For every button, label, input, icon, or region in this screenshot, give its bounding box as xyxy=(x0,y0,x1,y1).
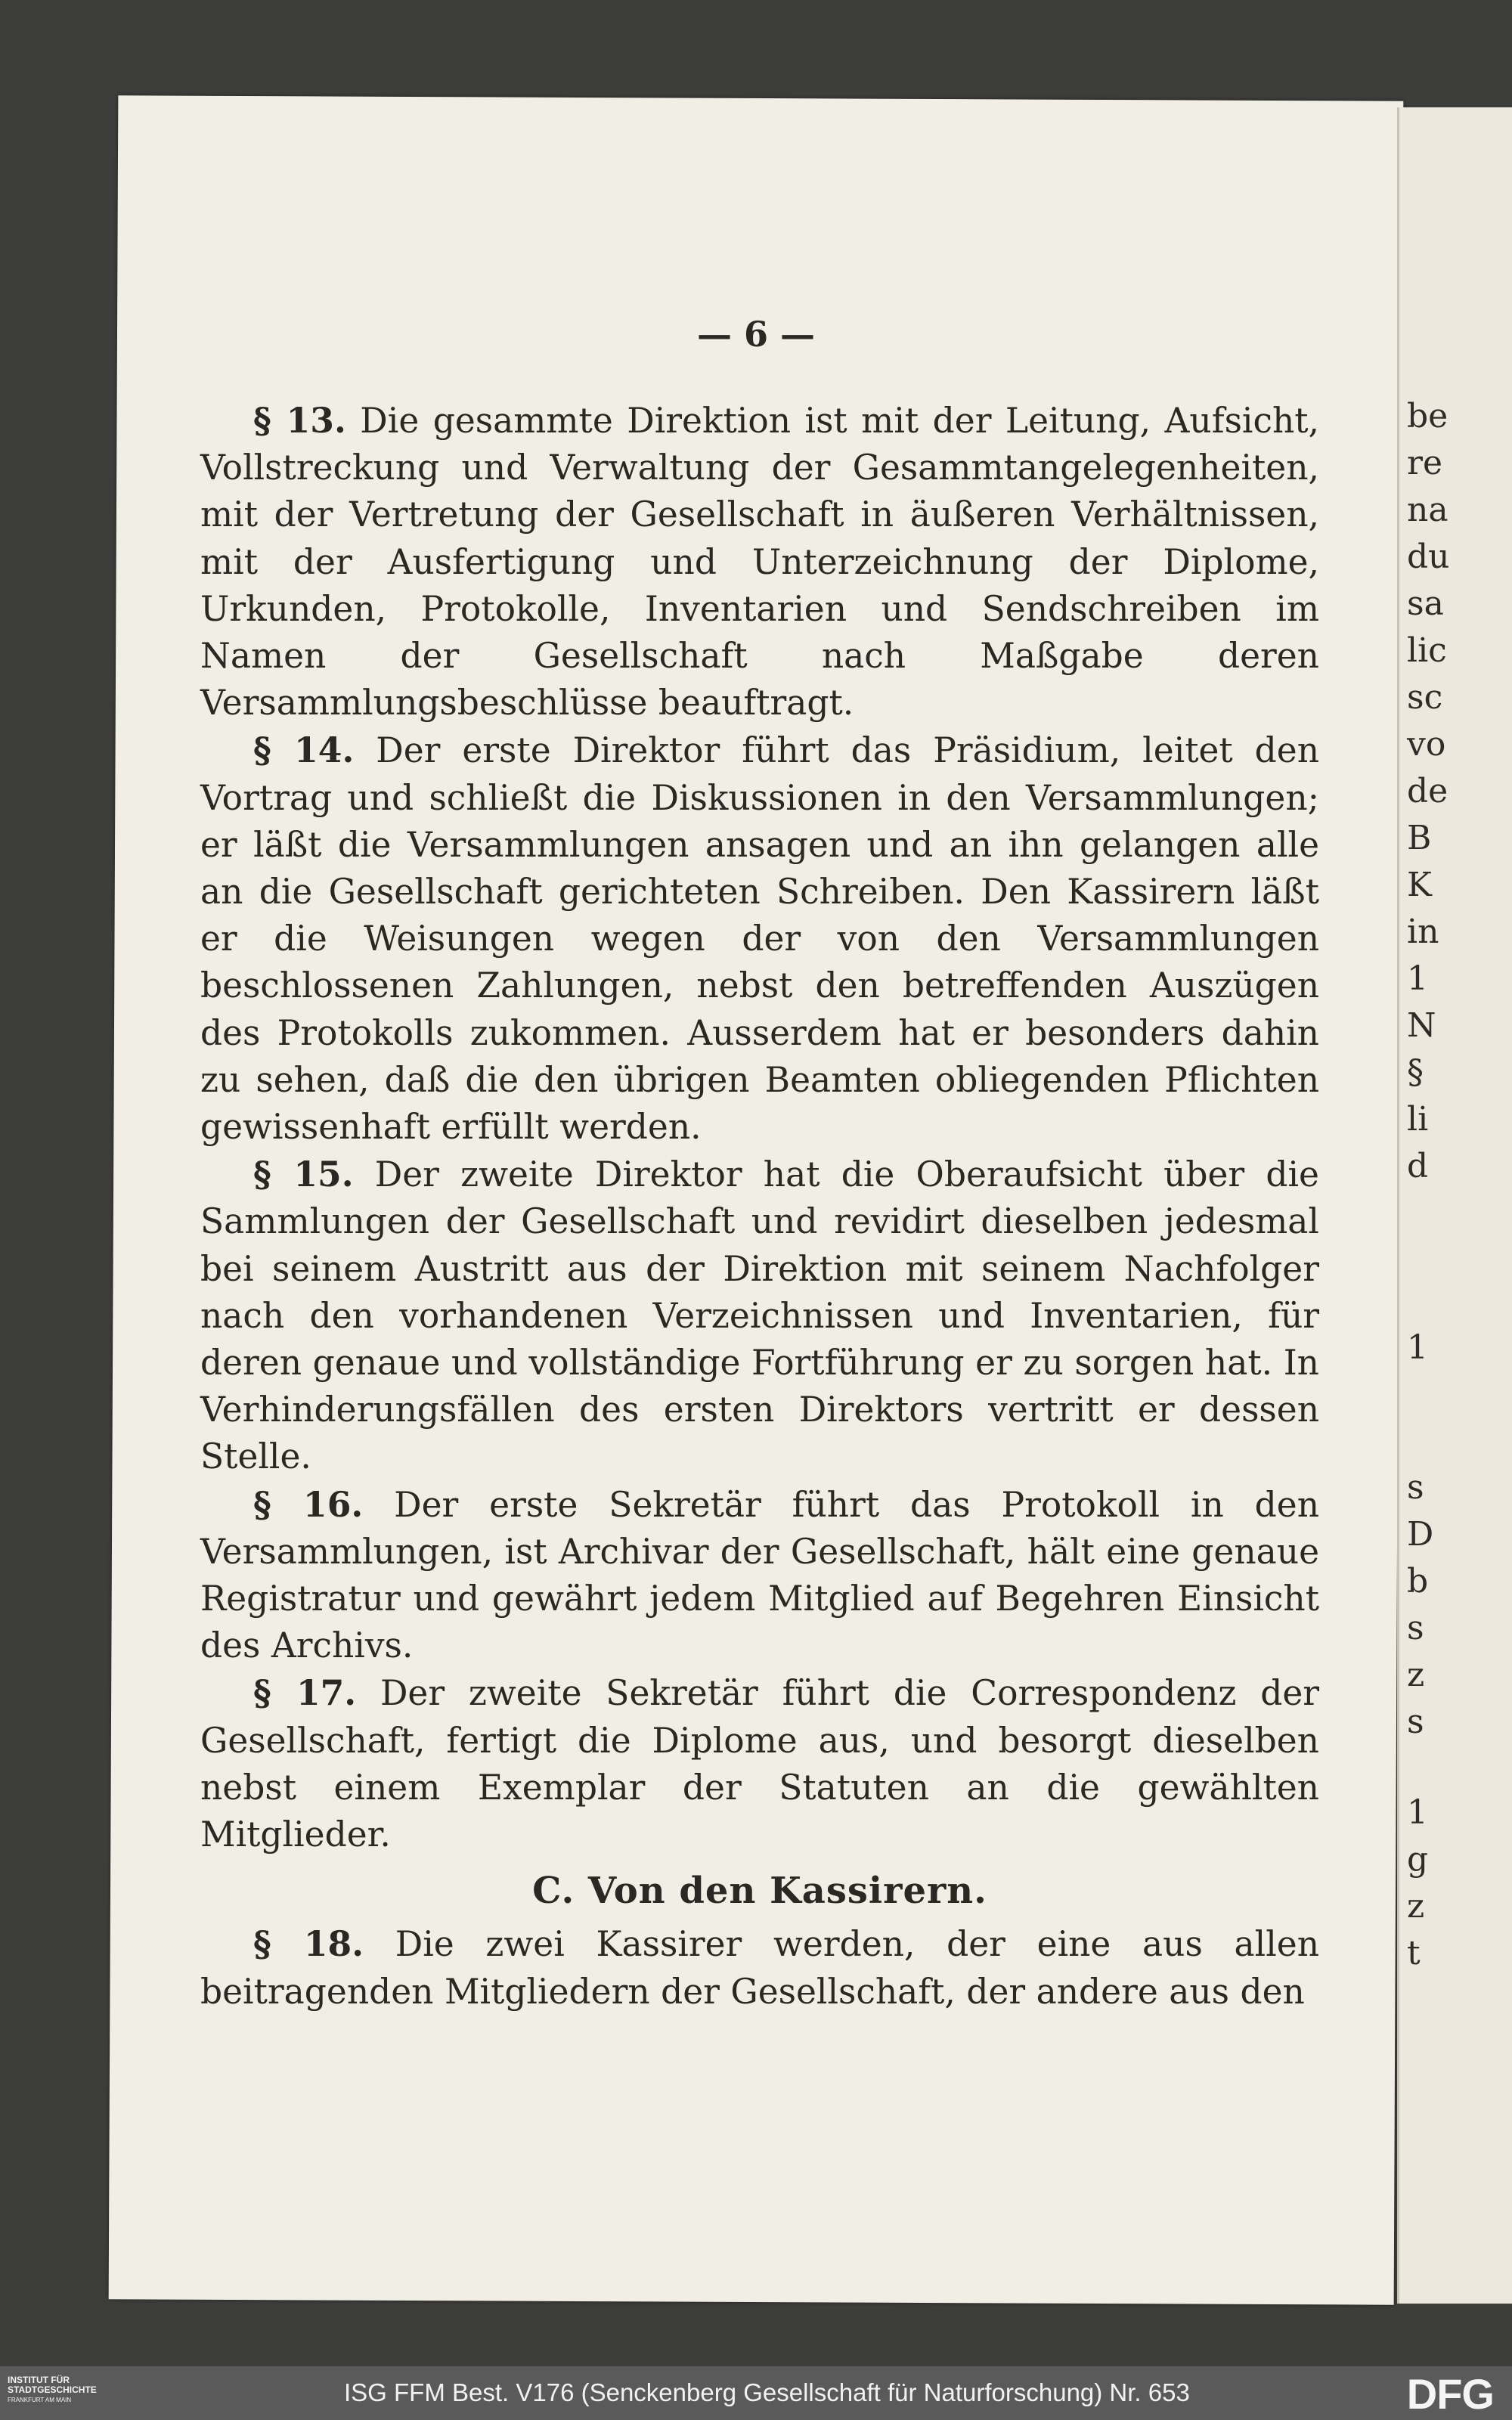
facing-page-fragment: s xyxy=(1407,1468,1424,1507)
paragraph-text: Die gesammte Direktion ist mit der Leitung, Aufsicht, Vollstreckung und Verwaltung der Gesammtangelegenheiten, mit der Vertretung der Gesellschaft in äußeren Verhältnissen, mit der Ausfertigung und Unterzeichnung der Diplome, Urkunden, Protokolle, Inventarien und Sendschreiben im Namen der Gesellschaft nach Maßgabe deren Versammlungsbeschlüsse beauftragt. xyxy=(200,401,1320,724)
paragraph xyxy=(200,1481,1319,1670)
facing-page-fragment: 1 xyxy=(1407,1793,1428,1832)
facing-page-fragment: K xyxy=(1407,866,1432,904)
facing-page-fragment: li xyxy=(1407,1100,1429,1139)
facing-page-fragment: na xyxy=(1407,491,1448,529)
facing-page-fragment: lic xyxy=(1407,631,1447,670)
paragraph-text: Der zweite Direktor hat die Oberaufsicht über die Sammlungen der Gesellschaft und revidirt dieselben jedesmal bei seinem Austritt aus der Direktion mit seinem Nachfolger nach den vorhandenen Verzeichnissen und Inventarien, für deren genaue und vollständige Fortführung er zu sorgen hat. In Verhinderungsfällen des ersten Direktors vertritt er dessen Stelle. xyxy=(200,1154,1319,1477)
facing-page-fragment: B xyxy=(1407,819,1432,857)
facing-page-fragment: in xyxy=(1407,913,1439,951)
facing-page-fragment: s xyxy=(1407,1609,1424,1647)
paragraph-text: Der zweite Sekretär führt die Correspondenz der Gesellschaft, fertigt die Diplome aus, und besorgt dieselben nebst einem Exemplar der Statuten an die gewählten Mitglieder. xyxy=(200,1673,1320,1855)
facing-page-fragment: § xyxy=(1407,1053,1424,1092)
dfg-logo: DFG xyxy=(1406,2370,1494,2418)
paragraph xyxy=(200,397,1319,727)
section-number: § 17. xyxy=(253,1672,357,1714)
paragraph-text: Die zwei Kassirer werden, der eine aus allen beitragenden Mitgliedern der Gesellschaft, der andere aus den xyxy=(200,1924,1319,2012)
section-number: § 13. xyxy=(253,400,346,441)
page-body xyxy=(200,310,1319,2016)
paragraph xyxy=(200,1151,1319,1480)
facing-page-fragment: 1 xyxy=(1407,959,1428,998)
paragraph xyxy=(200,1920,1319,2015)
facing-page-fragment: s xyxy=(1407,1703,1424,1741)
facing-page-fragment: N xyxy=(1407,1006,1436,1045)
facing-page-fragment: du xyxy=(1407,538,1450,576)
facing-page-fragment: vo xyxy=(1407,725,1446,764)
paragraph xyxy=(200,1669,1319,1858)
facing-page-edge xyxy=(1397,107,1512,2304)
facing-page-fragment: D xyxy=(1407,1515,1434,1554)
facing-page-fragment: z xyxy=(1407,1887,1425,1926)
facing-page-fragment: re xyxy=(1407,444,1443,482)
facing-page-fragment: 1 xyxy=(1407,1328,1428,1367)
page-number: — 6 — xyxy=(696,314,816,355)
footer-bar xyxy=(0,2366,1512,2420)
facing-page-fragment: sa xyxy=(1407,584,1444,623)
paragraph-text: Der erste Sekretär führt das Protokoll in den Versammlungen, ist Archivar der Gesellschaft, hält eine genaue Registratur und gewährt jedem Mitglied auf Begehren Einsicht des Archivs. xyxy=(200,1484,1319,1666)
section-heading: C. Von den Kassirern. xyxy=(532,1870,987,1913)
section-number: § 18. xyxy=(253,1923,364,1965)
section-number: § 15. xyxy=(253,1154,354,1195)
section-number: § 14. xyxy=(253,730,355,771)
facing-page-fragment: b xyxy=(1407,1562,1429,1600)
archive-signature: ISG FFM Best. V176 (Senckenberg Gesellschaft für Naturforschung) Nr. 653 xyxy=(344,2378,1190,2406)
section-number: § 16. xyxy=(253,1483,364,1525)
facing-page-fragment: g xyxy=(1407,1840,1429,1879)
paragraph xyxy=(200,727,1319,1151)
facing-page-fragment: t xyxy=(1407,1934,1421,1972)
paragraph-text: Der erste Direktor führt das Präsidium, leitet den Vortrag und schließt die Diskussionen in den Versammlungen; er läßt die Versammlungen ansagen und an ihn gelangen alle an die Gesellschaft gerichteten Schreiben. Den Kassirern läßt er die Weisungen wegen der von den Versammlungen beschlossenen Zahlungen, nebst den betreffenden Auszügen des Protokolls zukommen. Ausserdem hat er besonders dahin zu sehen, daß die den übrigen Beamten obliegenden Pflichten gewissenhaft erfüllt werden. xyxy=(200,730,1320,1148)
facing-page-fragment: z xyxy=(1407,1656,1425,1694)
facing-page-fragment: de xyxy=(1407,772,1448,810)
facing-page-fragment: sc xyxy=(1407,678,1443,717)
facing-page-fragment: d xyxy=(1407,1147,1429,1185)
facing-page-fragment: be xyxy=(1407,397,1448,435)
institute-line: STADTGESCHICHTE xyxy=(8,2384,97,2395)
institute-logo xyxy=(8,2375,159,2405)
institute-line: FRANKFURT AM MAIN xyxy=(8,2397,72,2403)
institute-line: INSTITUT FÜR xyxy=(8,2375,70,2385)
